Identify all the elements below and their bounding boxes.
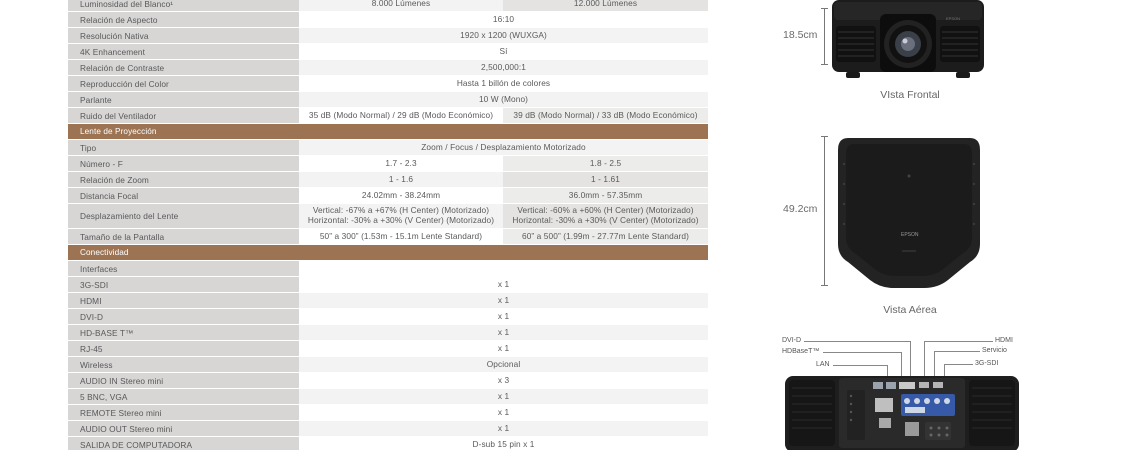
spec-row bbox=[68, 228, 708, 244]
spec-value: Zoom / Focus / Desplazamiento Motorizado bbox=[299, 140, 708, 155]
section-header bbox=[68, 123, 708, 139]
section-bar bbox=[299, 245, 708, 260]
spec-value-empty bbox=[299, 261, 708, 276]
port-label-hdmi: HDMI bbox=[995, 337, 1013, 344]
dimension-line bbox=[824, 8, 825, 65]
spec-value: x 1 bbox=[299, 341, 708, 356]
leader-line bbox=[833, 365, 887, 366]
section-header bbox=[68, 244, 708, 260]
spec-row bbox=[68, 436, 708, 450]
spec-label: RJ-45 bbox=[68, 341, 299, 356]
spec-label: Wireless bbox=[68, 357, 299, 372]
spec-row bbox=[68, 404, 708, 420]
spec-label: Número - F bbox=[68, 156, 299, 171]
top-depth-label: 49.2cm bbox=[783, 203, 818, 215]
port-label-hdbaset: HDBaseT™ bbox=[782, 348, 820, 355]
spec-value: x 3 bbox=[299, 373, 708, 388]
spec-row bbox=[68, 203, 708, 228]
spec-label: 3G-SDI bbox=[68, 277, 299, 292]
spec-value: x 1 bbox=[299, 325, 708, 340]
spec-value-model-2 bbox=[503, 204, 708, 228]
spec-value: x 1 bbox=[299, 277, 708, 292]
spec-label: Reproducción del Color bbox=[68, 76, 299, 91]
spec-label: 4K Enhancement bbox=[68, 44, 299, 59]
spec-label: Distancia Focal bbox=[68, 188, 299, 203]
spec-value-line: Vertical: -67% a +67% (H Center) (Motorizado) bbox=[312, 205, 490, 216]
section-title: Conectividad bbox=[80, 248, 129, 257]
spec-row bbox=[68, 75, 708, 91]
spec-value-model-1: 50” a 300” (1.53m - 15.1m Lente Standard) bbox=[299, 229, 503, 244]
spec-value: x 1 bbox=[299, 309, 708, 324]
spec-value-model-1: 24.02mm - 38.24mm bbox=[299, 188, 503, 203]
spec-row bbox=[68, 107, 708, 123]
top-brand-text: EPSON bbox=[901, 232, 919, 238]
spec-label: Relación de Contraste bbox=[68, 60, 299, 75]
spec-value-line: Horizontal: -30% a +30% (V Center) (Motorizado) bbox=[307, 215, 495, 225]
spec-value: 10 W (Mono) bbox=[299, 92, 708, 107]
spec-row bbox=[68, 43, 708, 59]
spec-row bbox=[68, 324, 708, 340]
spec-value: 16:10 bbox=[299, 12, 708, 27]
dimension-cap-bottom bbox=[821, 64, 828, 65]
dimension-line bbox=[824, 136, 825, 286]
spec-row bbox=[68, 171, 708, 187]
spec-label: Resolución Nativa bbox=[68, 28, 299, 43]
spec-value-model-2: 36.0mm - 57.35mm bbox=[503, 188, 708, 203]
front-height-label: 18.5cm bbox=[783, 29, 818, 41]
spec-label: REMOTE Stereo mini bbox=[68, 405, 299, 420]
spec-row bbox=[68, 340, 708, 356]
front-brand-text: EPSON bbox=[946, 16, 961, 21]
spec-label: HDMI bbox=[68, 293, 299, 308]
front-view-caption: VIsta Frontal bbox=[880, 89, 940, 101]
spec-label: Ruido del Ventilador bbox=[68, 108, 299, 123]
spec-label: Tamaño de la Pantalla bbox=[68, 229, 299, 244]
spec-label: SALIDA DE COMPUTADORA bbox=[68, 437, 299, 450]
spec-row bbox=[68, 292, 708, 308]
spec-value: D-sub 15 pin x 1 bbox=[299, 437, 708, 450]
port-label-3g-sdi: 3G-SDI bbox=[975, 360, 999, 367]
spec-label: Relación de Zoom bbox=[68, 172, 299, 187]
leader-line bbox=[924, 341, 993, 342]
spec-label: DVI-D bbox=[68, 309, 299, 324]
spec-value-line: Horizontal: -30% a +30% (V Center) (Motorizado) bbox=[512, 215, 699, 225]
spec-value-model-1: 35 dB (Modo Normal) / 29 dB (Modo Económico) bbox=[299, 108, 503, 123]
spec-row bbox=[68, 420, 708, 436]
projector-front-image bbox=[828, 0, 988, 82]
spec-label: 5 BNC, VGA bbox=[68, 389, 299, 404]
top-view-caption: Vista Aérea bbox=[883, 304, 937, 316]
spec-row bbox=[68, 91, 708, 107]
port-label-lan: LAN bbox=[816, 361, 830, 368]
spec-row bbox=[68, 276, 708, 292]
spec-value-model-2: 60” a 500” (1.99m - 27.77m Lente Standard) bbox=[503, 229, 708, 244]
spec-row bbox=[68, 155, 708, 171]
spec-label: Tipo bbox=[68, 140, 299, 155]
projector-top-image bbox=[834, 134, 984, 290]
spec-value-model-1: 1 - 1.6 bbox=[299, 172, 503, 187]
spec-value-model-1 bbox=[299, 204, 503, 228]
spec-row bbox=[68, 308, 708, 324]
spec-label: Luminosidad del Blanco¹ bbox=[68, 0, 299, 11]
port-label-dvi-d: DVI-D bbox=[782, 337, 802, 344]
spec-value-model-2: 39 dB (Modo Normal) / 33 dB (Modo Económico) bbox=[503, 108, 708, 123]
spec-table bbox=[68, 0, 708, 450]
spec-value: x 1 bbox=[299, 405, 708, 420]
spec-value-line: Vertical: -60% a +60% (H Center) (Motorizado) bbox=[517, 205, 694, 216]
spec-row bbox=[68, 356, 708, 372]
spec-label: Relación de Aspecto bbox=[68, 12, 299, 27]
section-bar bbox=[299, 124, 708, 139]
spec-row bbox=[68, 27, 708, 43]
spec-row bbox=[68, 139, 708, 155]
spec-value: Hasta 1 billón de colores bbox=[299, 76, 708, 91]
spec-row bbox=[68, 388, 708, 404]
section-title: Lente de Proyección bbox=[80, 127, 157, 136]
port-label-servicio: Servicio bbox=[982, 347, 1007, 354]
spec-label: Interfaces bbox=[68, 261, 299, 276]
spec-value: x 1 bbox=[299, 389, 708, 404]
spec-label: AUDIO IN Stereo mini bbox=[68, 373, 299, 388]
spec-label: Desplazamiento del Lente bbox=[68, 204, 299, 228]
leader-line bbox=[944, 364, 973, 365]
projector-rear-image bbox=[783, 374, 1021, 450]
spec-row bbox=[68, 11, 708, 27]
spec-value-model-1: 1.7 - 2.3 bbox=[299, 156, 503, 171]
spec-row bbox=[68, 187, 708, 203]
leader-line bbox=[823, 352, 901, 353]
spec-value: 1920 x 1200 (WUXGA) bbox=[299, 28, 708, 43]
spec-value: 2,500,000:1 bbox=[299, 60, 708, 75]
spec-row bbox=[68, 260, 708, 276]
spec-value: Opcional bbox=[299, 357, 708, 372]
spec-row bbox=[68, 0, 708, 11]
spec-value-model-1: 8.000 Lúmenes bbox=[299, 0, 503, 11]
leader-line bbox=[934, 351, 980, 352]
spec-row bbox=[68, 59, 708, 75]
spec-label: AUDIO OUT Stereo mini bbox=[68, 421, 299, 436]
spec-value: Sí bbox=[299, 44, 708, 59]
leader-line bbox=[804, 341, 910, 342]
dimension-cap-bottom bbox=[821, 285, 828, 286]
spec-label: Parlante bbox=[68, 92, 299, 107]
spec-value-model-2: 1 - 1.61 bbox=[503, 172, 708, 187]
spec-value: x 1 bbox=[299, 293, 708, 308]
spec-value-model-2: 1.8 - 2.5 bbox=[503, 156, 708, 171]
spec-label: HD-BASE T™ bbox=[68, 325, 299, 340]
spec-value: x 1 bbox=[299, 421, 708, 436]
spec-value-model-2: 12.000 Lúmenes bbox=[503, 0, 708, 11]
spec-row bbox=[68, 372, 708, 388]
